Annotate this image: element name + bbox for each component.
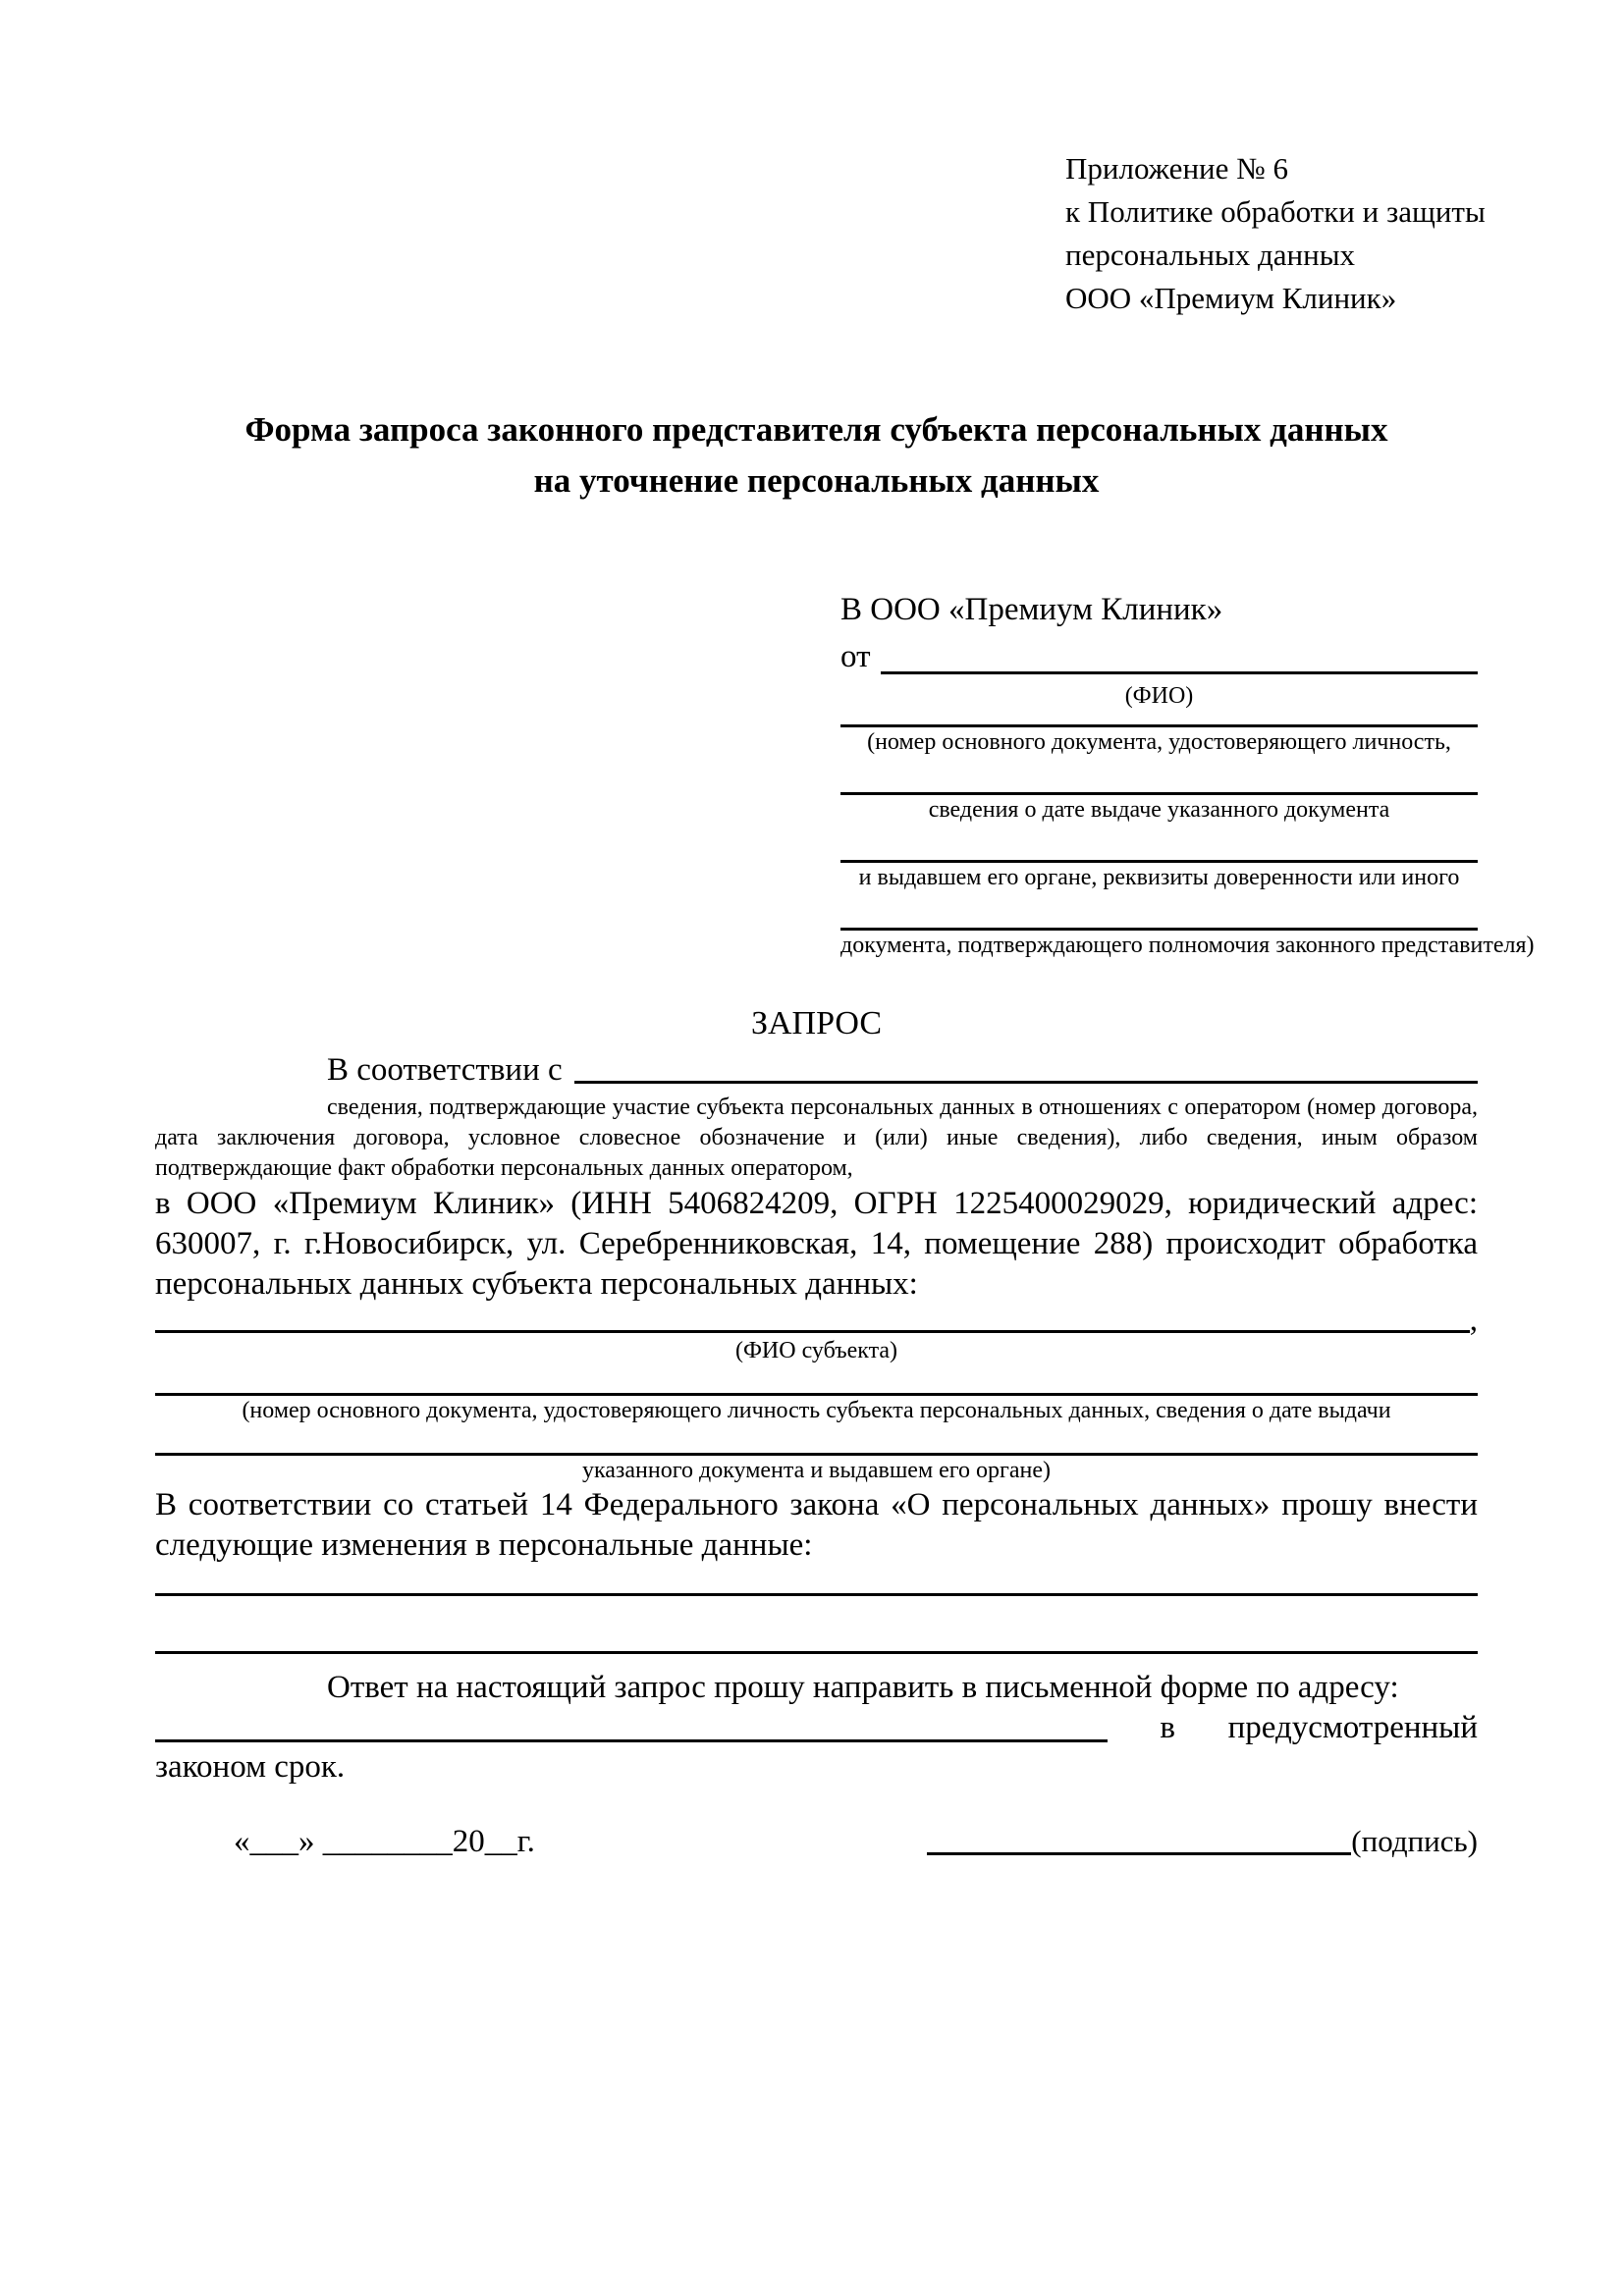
caption-subject-doc-issuer: указанного документа и выдавшем его органе) <box>581 1458 1052 1483</box>
appendix-header <box>1065 147 1486 320</box>
operator-paragraph: в ООО «Премиум Клиник» (ИНН 5406824209, ОГРН 1225400029029, юридический адрес: 630007, г. г.Новосибирск, ул. Серебренниковская, 14, помещение 288) происходит обработка персональных данных субъекта персональных данных: <box>155 1186 1478 1302</box>
date-field: «___» ________20__г. <box>234 1824 535 1859</box>
form-title <box>155 404 1478 507</box>
blank-line-doc-number <box>840 711 1478 727</box>
answer-word-term: предусмотренный <box>1227 1710 1478 1745</box>
answer-paragraph: Ответ на настоящий запрос прошу направить в письменной форме по адресу: <box>327 1670 1399 1705</box>
answer-address-row <box>155 1708 1478 1747</box>
signature-row <box>155 1821 1478 1862</box>
appendix-line-1: Приложение № 6 <box>1065 151 1288 186</box>
caption-fio: (ФИО) <box>1124 683 1194 709</box>
accordance-field-row <box>155 1049 1478 1091</box>
request-body <box>155 989 1478 1862</box>
caption-doc-number: (номер основного документа, удостоверяющего личность, <box>867 729 1451 755</box>
answer-address-blank-line <box>155 1708 1108 1742</box>
addressee-block <box>840 587 1535 960</box>
from-blank-line <box>881 632 1479 674</box>
accordance-footnote: сведения, подтверждающие участие субъекта персональных данных в отношениях с оператором (номер договора, дата заключения договора, условное словесное обозначение и (или) иные сведения), либо сведения, иным образом подтверждающие факт обработки персональных данных оператором, <box>155 1095 1478 1181</box>
addressee-to: В ООО «Премиум Клиник» <box>840 592 1223 627</box>
blank-line-issue-date <box>840 757 1478 795</box>
trailing-comma: , <box>1469 1303 1478 1338</box>
from-field-row <box>840 632 1478 681</box>
blank-line-changes-2 <box>155 1596 1478 1654</box>
request-heading: ЗАПРОС <box>750 1005 883 1041</box>
caption-issuing-authority: и выдавшем его органе, реквизиты доверенности или иного <box>858 865 1460 890</box>
blank-line-subject-doc <box>155 1365 1478 1396</box>
blank-line-changes-1 <box>155 1566 1478 1596</box>
appendix-line-2: к Политике обработки и защиты <box>1065 194 1486 229</box>
term-line: законом срок. <box>155 1749 346 1785</box>
caption-authority-doc: документа, подтверждающего полномочия законного представителя) <box>840 933 1535 958</box>
form-title-line-2: на уточнение персональных данных <box>533 461 1100 500</box>
accordance-label: В соответствии с <box>327 1052 563 1088</box>
blank-line-issuing-authority <box>840 825 1478 863</box>
blank-line-authority-doc <box>840 892 1478 931</box>
accordance-blank-line <box>574 1049 1478 1084</box>
subject-fio-blank-line <box>155 1305 1470 1333</box>
caption-subject-fio: (ФИО субъекта) <box>734 1338 898 1363</box>
appendix-line-3: персональных данных <box>1065 238 1356 272</box>
subject-fio-row <box>155 1305 1478 1336</box>
blank-line-subject-doc-issuer <box>155 1425 1478 1456</box>
form-title-line-1: Форма запроса законного представителя субъекта персональных данных <box>244 410 1388 449</box>
appendix-line-4: ООО «Премиум Клиник» <box>1065 281 1397 315</box>
signature-blank-line <box>927 1852 1351 1855</box>
from-label: от <box>840 639 871 674</box>
caption-issue-date: сведения о дате выдаче указанного документа <box>928 797 1390 823</box>
article-paragraph: В соответствии со статьей 14 Федерального закона «О персональных данных» прошу внести следующие изменения в персональные данные: <box>155 1487 1478 1563</box>
caption-signature: (подпись) <box>1351 1824 1478 1858</box>
signature-group <box>927 1821 1478 1862</box>
answer-word-v: в <box>1160 1710 1176 1745</box>
caption-subject-doc: (номер основного документа, удостоверяющего личность субъекта персональных данных, сведения о дате выдачи <box>242 1398 1391 1423</box>
